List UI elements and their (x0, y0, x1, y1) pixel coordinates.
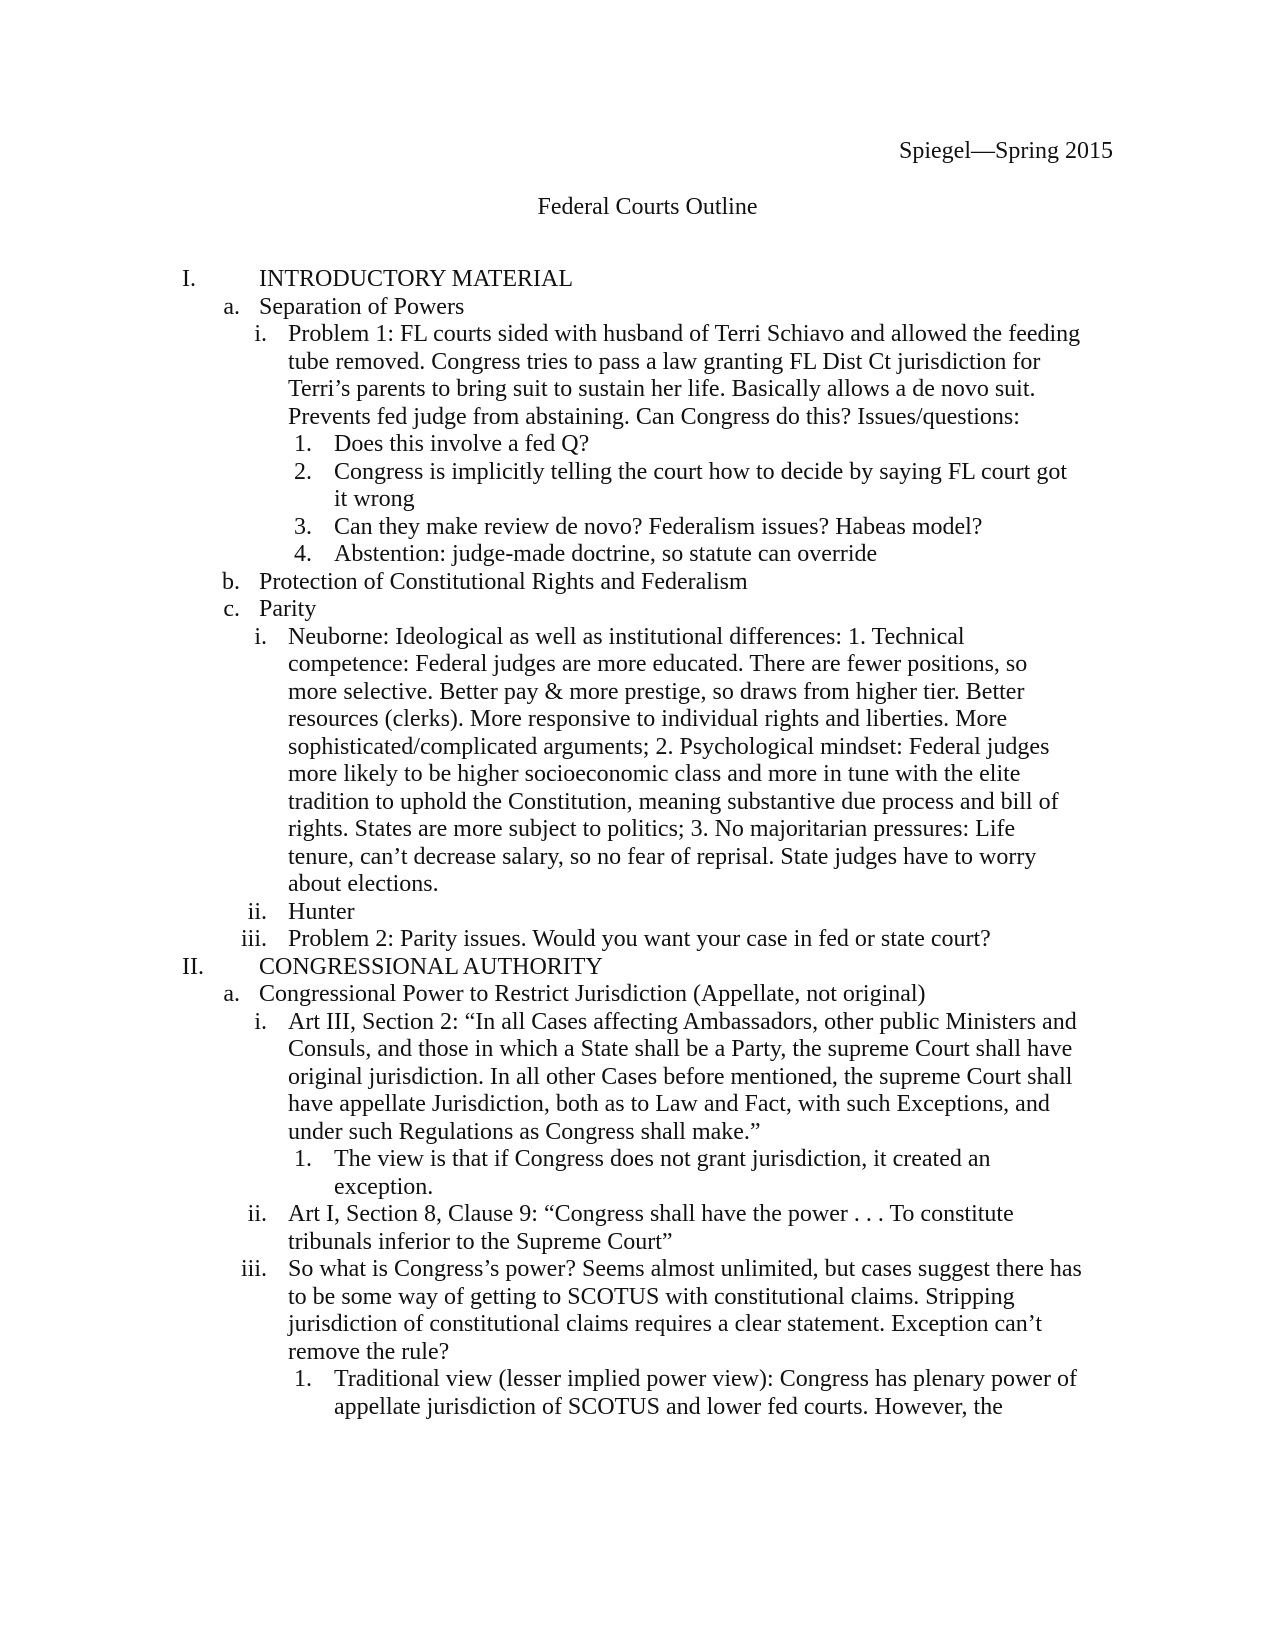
outline-marker: ii. (247, 1201, 267, 1227)
outline-item (0, 431, 1275, 459)
outline-text: Parity (259, 596, 317, 622)
outline-marker: iii. (240, 1256, 267, 1282)
outline-marker: 1. (294, 431, 312, 457)
outline-text: Can they make review de novo? Federalism issues? Habeas model? (334, 513, 983, 540)
outline-item (0, 1256, 1275, 1366)
outline-marker: II. (182, 953, 204, 980)
outline-marker: c. (223, 596, 240, 622)
author-term-header: Spiegel—Spring 2015 (899, 138, 1113, 164)
outline-item (0, 596, 1275, 624)
outline-text: INTRODUCTORY MATERIAL (259, 266, 574, 292)
outline-item (0, 541, 1275, 569)
outline-marker: i. (254, 623, 267, 650)
outline-marker: iii. (240, 926, 267, 952)
outline-marker: a. (223, 293, 240, 320)
outline-item (0, 569, 1275, 597)
outline-text: Art I, Section 8, Clause 9: “Congress shall have the power . . . To constitute tribunals inferior to the Supreme Court” (288, 1201, 1014, 1255)
outline-item (0, 926, 1275, 954)
outline-text: Problem 1: FL courts sided with husband of Terri Schiavo and allowed the feeding tube removed. Congress tries to pass a law granting FL Dist Ct jurisdiction for Terri’s parents to bring suit to sustain her life. Basically allows a de novo suit. Prevents fed judge from abstaining. Can Congress do this? Issues/questions: (288, 321, 1081, 430)
outline-text: Protection of Constitutional Rights and Federalism (259, 568, 748, 595)
outline-text: So what is Congress’s power? Seems almost unlimited, but cases suggest there has to be some way of getting to SCOTUS with constitutional claims. Stripping jurisdiction of constitutional claims requires a clear statement. Exception can’t remove the rule? (288, 1256, 1082, 1365)
outline-text: Hunter (288, 898, 355, 925)
outline-text: Congressional Power to Restrict Jurisdiction (Appellate, not original) (259, 981, 926, 1007)
outline-text: CONGRESSIONAL AUTHORITY (259, 953, 603, 980)
outline-marker: a. (223, 981, 240, 1007)
outline-item (0, 459, 1275, 514)
outline-marker: i. (254, 1008, 267, 1035)
outline-marker: I. (182, 266, 196, 292)
outline-text: Traditional view (lesser implied power view): Congress has plenary power of appellate jurisdiction of SCOTUS and lower fed courts. However, the (334, 1366, 1077, 1420)
outline-text: Art III, Section 2: “In all Cases affecting Ambassadors, other public Ministers and Consuls, and those in which a State shall be a Party, the supreme Court shall have original jurisdiction. In all other Cases before mentioned, the supreme Court shall have appellate Jurisdiction, both as to Law and Fact, with such Exceptions, and under such Regulations as Congress shall make.” (288, 1008, 1077, 1145)
outline-item (0, 624, 1275, 899)
outline-item (0, 899, 1275, 927)
outline-marker: 4. (294, 541, 312, 567)
document-title: Federal Courts Outline (537, 194, 758, 220)
outline-marker: 1. (294, 1146, 312, 1172)
outline-text: Does this involve a fed Q? (334, 431, 590, 457)
outline-item (0, 1366, 1275, 1421)
outline-marker: i. (254, 321, 267, 347)
outline-marker: 3. (294, 513, 312, 540)
outline-text: Separation of Powers (259, 293, 465, 320)
outline-item (0, 266, 1275, 294)
outline-text: The view is that if Congress does not grant jurisdiction, it created an exception. (334, 1146, 991, 1200)
outline-item (0, 514, 1275, 542)
outline-text: Abstention: judge-made doctrine, so statute can override (334, 541, 878, 567)
outline-marker: ii. (247, 898, 267, 925)
outline-item (0, 321, 1275, 431)
outline-item (0, 981, 1275, 1009)
outline-text: Neuborne: Ideological as well as institutional differences: 1. Technical competence: Federal judges are more educated. There are fewer positions, so more selective. Better pay & more prestige, so draws from higher tier. Better resources (clerks). More responsive to individual rights and liberties. More sophisticated/complicated arguments; 2. Psychological mindset: Federal judges more likely to be higher socioeconomic class and more in tune with the elite tradition to uphold the Constitution, meaning substantive due process and bill of rights. States are more subject to politics; 3. No majoritarian pressures: Life tenure, can’t decrease salary, so no fear of reprisal. State judges have to worry about elections. (288, 623, 1059, 897)
outline-text: Congress is implicitly telling the court how to decide by saying FL court got it wrong (334, 458, 1068, 512)
outline-marker: 1. (294, 1366, 312, 1392)
outline-item (0, 294, 1275, 322)
outline-item (0, 1201, 1275, 1256)
outline-marker: 2. (294, 458, 312, 485)
outline-text: Problem 2: Parity issues. Would you want your case in fed or state court? (288, 926, 991, 952)
outline (0, 266, 1275, 1421)
outline-marker: b. (222, 568, 240, 595)
outline-item (0, 1146, 1275, 1201)
outline-item (0, 1009, 1275, 1147)
outline-item (0, 954, 1275, 982)
